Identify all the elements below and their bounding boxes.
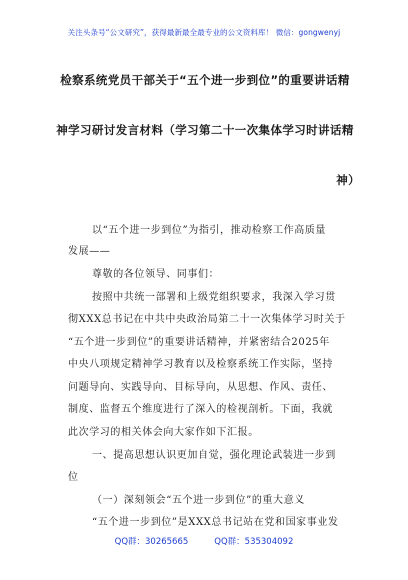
section-1-heading-line-1: 一、提高思想认识更加自觉，强化理论武装进一步到 [92,450,336,461]
section-1-heading-line-2: 位 [68,472,79,483]
greeting: 尊敬的各位领导、同事们： [92,269,220,280]
document-title-line-2: 神学习研讨发言材料（学习第二十一次集体学习时讲话精 [56,123,354,137]
paragraph-1-line-4: 中央八项规定精神学习教育以及检察系统工作实际，坚持 [68,359,333,370]
paragraph-1-line-7: 此次学习的相关体会向大家作如下汇报。 [68,427,259,438]
subtitle-line-1: 以“五个进一步到位”为指引，推动检察工作高质量 [92,225,327,236]
paragraph-1-line-1: 按照中共统一部署和上级党组织要求，我深入学习贯 [92,292,336,303]
paragraph-1-line-5: 问题导向、实践导向、目标导向，从思想、作风、责任、 [68,382,333,393]
paragraph-1-line-3: “五个进一步到位”的重要讲话精神，并紧密结合2025年 [68,337,330,348]
document-title-line-3: 神） [336,173,360,187]
footer-qq-groups [0,535,408,547]
subtitle-line-2: 发展—— [68,246,111,257]
document-title-line-1: 检察系统党员干部关于“五个进一步到位”的重要讲话精 [60,73,350,87]
subsection-1-heading: （一）深刻领会“五个进一步到位”的重大意义 [92,495,305,506]
footer-qq-2: QQ群：535304092 [214,537,294,547]
paragraph-1-line-2: 彻XXX总书记在中共中央政治局第二十一次集体学习时关于 [68,314,346,325]
footer-qq-1: QQ群：30265665 [114,537,189,547]
header-banner: 关注头条号“公文研究”，获得最新最全最专业的公文资料库！ 微信：gongwenyj [67,28,341,37]
paragraph-2-line-1: “五个进一步到位”是XXX总书记站在党和国家事业发 [92,517,339,528]
paragraph-1-line-6: 制度、监督五个维度进行了深入的检视剖析。下面，我就 [68,404,333,415]
